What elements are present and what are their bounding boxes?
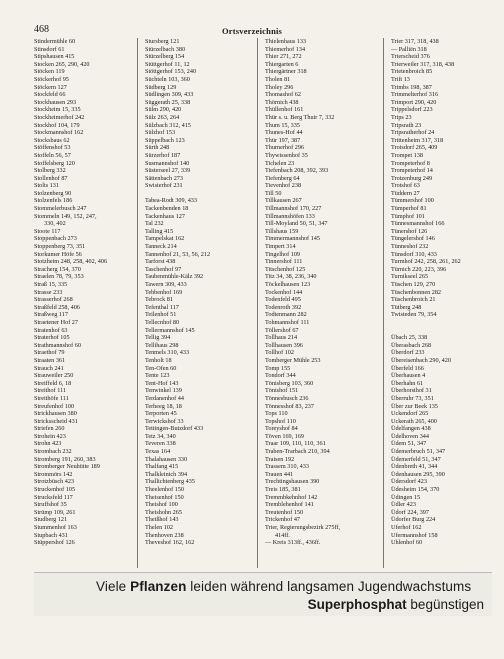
index-entry: Thenhoven 238 bbox=[145, 531, 184, 539]
index-entry: Stolts 131 bbox=[34, 182, 59, 190]
index-entry: Strommörs 142 bbox=[34, 470, 73, 478]
index-entry: Südlingen 309, 433 bbox=[145, 91, 194, 99]
index-entry: Stolzenberg 90 bbox=[34, 189, 72, 197]
index-entry: Tebbenhof 169 bbox=[145, 288, 183, 296]
index-entry: Sürth 248 bbox=[145, 144, 170, 152]
index-entry: Teveren 338 bbox=[145, 440, 176, 448]
index-entry: Stockhausen 293 bbox=[34, 98, 77, 106]
index-entry: Stursberg 121 bbox=[145, 38, 180, 45]
index-entry: Trierweiler 317, 318, 438 bbox=[391, 60, 455, 68]
index-entry: Thiergärtner 318 bbox=[265, 68, 307, 76]
index-entry: Susmannshof 140 bbox=[145, 159, 190, 167]
index-entry: Stöcken 119 bbox=[34, 68, 65, 76]
page-number: 468 bbox=[34, 24, 49, 35]
index-entry: Ufermannshof 158 bbox=[391, 531, 438, 539]
index-entry: Trierscheid 376 bbox=[391, 53, 430, 61]
ad-highlight: Superphosphat bbox=[307, 597, 407, 612]
index-entry: Trickenhof 47 bbox=[265, 516, 301, 524]
index-entry: Stoote 117 bbox=[34, 227, 61, 235]
index-entry: Theveshof 162, 162 bbox=[145, 539, 195, 547]
index-entry: Töven 169, 169 bbox=[265, 432, 305, 440]
index-entry: Strauweiler 250 bbox=[34, 372, 74, 380]
index-entry: Tholey 296 bbox=[265, 83, 294, 91]
index-entry: Tellermannshof 145 bbox=[145, 326, 195, 334]
index-entry: Stockheimerhof 242 bbox=[34, 113, 85, 121]
index-entry: Thunes-Hof 44 bbox=[265, 129, 303, 137]
index-entry: Tripsrath 23 bbox=[391, 121, 422, 129]
index-entry: Striefen 260 bbox=[34, 425, 65, 433]
index-column-3 bbox=[265, 38, 384, 568]
index-entry: Tal 232 bbox=[145, 220, 164, 228]
index-entry: Thiergarten 6 bbox=[265, 60, 299, 68]
index-entry: Streiffeld 6, 18 bbox=[34, 379, 72, 387]
index-entry: Strasse 233 bbox=[34, 288, 63, 296]
index-entry: Überasbach 268 bbox=[391, 341, 432, 349]
index-entry: Tripsratherhof 24 bbox=[391, 129, 435, 137]
index-column-2 bbox=[145, 38, 258, 568]
index-entry: Tütberg 248 bbox=[391, 303, 422, 311]
index-entry: Über zur Beek 135 bbox=[391, 402, 438, 410]
index-column-1 bbox=[34, 38, 138, 568]
index-entry: Trompeterhof 14 bbox=[391, 167, 433, 175]
index-entry: Überfeld 166 bbox=[391, 364, 424, 372]
index-entry: Tenholt 18 bbox=[145, 356, 172, 364]
index-entry: Todenroth 392 bbox=[265, 303, 302, 311]
index-entry: Topshof 110 bbox=[265, 417, 296, 425]
index-entry: Streufenhof 100 bbox=[34, 402, 75, 410]
index-entry: Trips 23 bbox=[391, 113, 412, 121]
index-entry: Süggerath 25, 338 bbox=[145, 98, 191, 106]
index-entry: Trompeterhof 8 bbox=[391, 159, 430, 167]
index-entry: Stöffenshof 53 bbox=[34, 144, 71, 152]
index-entry: Tünsdorf 310, 433 bbox=[391, 250, 437, 258]
index-entry: Thalahausen 330 bbox=[145, 455, 188, 463]
index-entry: Uferhof 162 bbox=[391, 524, 422, 531]
index-entry: Stockheim 15, 335 bbox=[34, 106, 81, 114]
index-entry: Uckerath 265, 400 bbox=[391, 417, 437, 425]
index-entry: Tönnesshof 83, 237 bbox=[265, 402, 314, 410]
index-entry: Thywissenhof 35 bbox=[265, 151, 308, 159]
index-entry: Üdemerfeld 51, 347 bbox=[391, 455, 441, 463]
index-entry: Tremblehenhof 141 bbox=[265, 501, 314, 509]
index-entry: Thier 271, 272 bbox=[265, 53, 302, 61]
index-entry: Stöckerhof 95 bbox=[34, 75, 69, 83]
index-entry: Üdorfer Burg 224 bbox=[391, 516, 436, 524]
index-entry: Stürzelbach 380 bbox=[145, 45, 186, 53]
index-entry: Titz 34, 38, 236, 340 bbox=[265, 273, 317, 281]
index-entry: Straßfeld 258, 406 bbox=[34, 303, 80, 311]
index-entry: Tievenhof 238 bbox=[265, 182, 302, 190]
index-entry: Stindermühle 60 bbox=[34, 38, 76, 45]
index-entry: Stocken 265, 290, 420 bbox=[34, 60, 90, 68]
index-entry: Üdorf 224, 397 bbox=[391, 508, 429, 516]
index-entry: Thür 197, 387 bbox=[265, 136, 301, 144]
index-entry: Terporten 45 bbox=[145, 410, 177, 418]
index-entry: Tenmels 310, 433 bbox=[145, 349, 190, 357]
index-entry: Trietenbroich 85 bbox=[391, 68, 433, 76]
index-entry: Tüschenbonnen 282 bbox=[391, 288, 442, 296]
index-entry: Straelen 78, 79, 353 bbox=[34, 273, 84, 281]
index-entry: Uckendorf 265 bbox=[391, 410, 429, 418]
index-entry: Töckelhausen 123 bbox=[265, 281, 311, 288]
index-entry: Tiefenberg 64 bbox=[265, 174, 300, 182]
index-entry: Tillshaus 159 bbox=[265, 227, 299, 235]
page-title: Ortsverzeichnis bbox=[221, 26, 283, 36]
index-entry: Sülzhof 153 bbox=[145, 129, 176, 137]
index-entry: Stotzheim 248, 258, 402, 406 bbox=[34, 258, 108, 266]
index-entry: Tünershof 126 bbox=[391, 227, 428, 235]
index-entry: Sülzbach 312, 415 bbox=[145, 121, 191, 129]
section-gap bbox=[391, 327, 495, 335]
index-entry: Stüttgerhof 11, 12 bbox=[145, 60, 190, 68]
index-entry: Strotzbüsch 423 bbox=[34, 478, 75, 486]
index-entry: Tremmbkehnhof 142 bbox=[265, 493, 318, 501]
index-entry: Trotzenburg 249 bbox=[391, 174, 433, 182]
index-entry: Übach 25, 338 bbox=[391, 334, 428, 342]
index-entry: Überhausen 4 bbox=[391, 372, 426, 380]
section-gap bbox=[391, 319, 495, 327]
index-entry: Thüllenhof 161 bbox=[265, 106, 304, 114]
index-entry: Tichelen 23 bbox=[265, 159, 295, 167]
index-entry: Stracherg 154, 370 bbox=[34, 265, 81, 273]
index-entry: Tannenhof 21, 53, 56, 212 bbox=[145, 250, 211, 258]
index-entry: Thörnich 438 bbox=[265, 98, 299, 106]
index-entry: Überdorf 233 bbox=[391, 349, 425, 357]
index-entry: Tondorf 344 bbox=[265, 372, 296, 380]
index-entry: Üdler 423 bbox=[391, 501, 416, 509]
index-entry: Tüngelershof 146 bbox=[391, 235, 435, 243]
index-entry: 414ff. bbox=[275, 531, 290, 539]
index-entry: Üdingen 15 bbox=[391, 493, 421, 501]
index-entry: Theißhof 143 bbox=[145, 516, 179, 524]
index-entry: Tent-Hof 143 bbox=[145, 379, 179, 387]
index-entry: Timmermannshof 145 bbox=[265, 235, 320, 243]
index-entry: Üdelfangen 438 bbox=[391, 425, 431, 433]
index-entry: Strümp 109, 261 bbox=[34, 508, 76, 516]
index-entry: Tohmannshof 111 bbox=[265, 318, 310, 326]
index-entry: Stummenhof 163 bbox=[34, 524, 77, 531]
index-entry: Trompet 138 bbox=[391, 151, 423, 159]
index-entry: Turmhof 242, 258, 261, 262 bbox=[391, 258, 461, 266]
index-entry: Thelen 102 bbox=[145, 524, 174, 531]
index-entry: Tüddern 27 bbox=[391, 189, 420, 197]
index-entry: Stoffeln 56, 57 bbox=[34, 151, 71, 159]
index-entry: Stollenhof 87 bbox=[34, 174, 68, 182]
index-entry: Strohn 423 bbox=[34, 440, 62, 448]
advertisement-banner bbox=[34, 572, 492, 617]
index-entry: Tillmannshöfen 133 bbox=[265, 212, 315, 220]
advertisement-line-2 bbox=[308, 597, 484, 612]
index-entry: Tillkausen 267 bbox=[265, 197, 302, 205]
advertisement-line-1 bbox=[96, 579, 471, 594]
index-columns bbox=[34, 38, 490, 568]
index-entry: Swisterhof 231 bbox=[145, 182, 183, 190]
index-entry: Strauch 241 bbox=[34, 364, 64, 372]
index-entry: Tönishof 151 bbox=[265, 387, 299, 395]
index-entry: Überhorsthof 31 bbox=[391, 387, 432, 395]
index-entry: — Kreis 313ff., 436ff. bbox=[265, 539, 321, 547]
index-entry: Terdanenhof 44 bbox=[145, 394, 184, 402]
index-entry: Tetz 34, 340 bbox=[145, 432, 176, 440]
index-entry: Straaten 361 bbox=[34, 356, 66, 364]
index-entry: Trift 13 bbox=[391, 75, 410, 83]
index-entry: Übereisenbach 290, 420 bbox=[391, 356, 451, 364]
index-entry: Üdenhausen 295, 390 bbox=[391, 470, 445, 478]
index-entry: Üdenbreth 41, 344 bbox=[391, 463, 438, 471]
index-entry: Thiemerhof 134 bbox=[265, 45, 306, 53]
index-entry: Thurnerhof 296 bbox=[265, 144, 305, 152]
index-entry: Trittenheim 317, 318 bbox=[391, 136, 444, 144]
index-entry: Strucksfeld 117 bbox=[34, 493, 73, 501]
index-entry: Trier, Regierungsbezirk 275ff, bbox=[265, 524, 341, 531]
index-entry: Tomp 155 bbox=[265, 364, 291, 372]
index-entry: Üdersdorf 423 bbox=[391, 478, 427, 486]
index-entry: Terheeg 18, 18 bbox=[145, 402, 182, 410]
index-entry: Traisen 192 bbox=[265, 455, 295, 463]
index-entry: Tops 110 bbox=[265, 410, 288, 418]
index-entry: Ten-Ofen 60 bbox=[145, 364, 177, 372]
index-entry: Tingelhof 109 bbox=[265, 250, 301, 258]
index-entry: Taubenmühle-Kälz 392 bbox=[145, 273, 204, 281]
index-entry: 330, 402 bbox=[44, 220, 66, 228]
index-entry: Tockenhof 144 bbox=[265, 288, 303, 296]
index-entry: Tönnesbusch 236 bbox=[265, 394, 309, 402]
page-bottom-margin bbox=[0, 616, 504, 659]
ad-text: Viele bbox=[96, 579, 131, 594]
index-entry: Theishof 100 bbox=[145, 501, 178, 509]
ad-text: begünstigen bbox=[406, 597, 484, 612]
index-entry: Tackenbenden 18 bbox=[145, 205, 189, 213]
index-entry: Tampelskat 162 bbox=[145, 235, 185, 243]
index-entry: Teilenhof 51 bbox=[145, 311, 177, 319]
index-entry: Trimmelterhof 316 bbox=[391, 91, 439, 99]
index-entry: Tellihaus 298 bbox=[145, 341, 179, 349]
index-entry: Trotshof 63 bbox=[391, 182, 420, 190]
index-entry: Südberg 129 bbox=[145, 83, 177, 91]
index-entry: Tanneck 214 bbox=[145, 243, 177, 251]
index-entry: Türnich 220, 223, 396 bbox=[391, 265, 447, 273]
index-entry: Straterhof 105 bbox=[34, 334, 70, 342]
index-entry: Studberg 121 bbox=[34, 516, 68, 524]
index-entry: Storkumer Höfe 56 bbox=[34, 250, 82, 258]
index-entry: Straethof 79 bbox=[34, 349, 65, 357]
index-entry: Überhahn 61 bbox=[391, 379, 424, 387]
index-entry: Tollhof 102 bbox=[265, 349, 294, 357]
index-entry: Strombach 232 bbox=[34, 448, 72, 456]
index-entry: Titschenhof 125 bbox=[265, 265, 306, 273]
index-entry: Till-Moyland 50, 51, 347 bbox=[265, 220, 328, 228]
index-entry: Straetener Hof 27 bbox=[34, 318, 78, 326]
index-entry: Strasserhof 268 bbox=[34, 296, 73, 304]
index-entry: Stratenhof 63 bbox=[34, 326, 68, 334]
index-entry: Terwickshof 33 bbox=[145, 417, 184, 425]
index-entry: Thielenhaus 133 bbox=[265, 38, 307, 45]
index-column-4 bbox=[391, 38, 495, 568]
index-entry: Tellecnhof 80 bbox=[145, 318, 180, 326]
index-entry: Tholen 81 bbox=[265, 75, 291, 83]
index-entry: Tönisberg 103, 360 bbox=[265, 379, 314, 387]
index-entry: Tellig 394 bbox=[145, 334, 171, 342]
index-entry: Todtenmann 282 bbox=[265, 311, 307, 319]
index-entry: Texas 164 bbox=[145, 448, 171, 456]
index-entry: Stöckern 127 bbox=[34, 83, 67, 91]
index-entry: Thalfang 415 bbox=[145, 463, 179, 471]
index-entry: Stoppenberg 73, 351 bbox=[34, 243, 86, 251]
index-entry: Talling 415 bbox=[145, 227, 174, 235]
index-entry: Traar 109, 110, 110, 361 bbox=[265, 440, 326, 448]
page-header bbox=[0, 0, 504, 36]
index-entry: Traben-Trarbach 210, 394 bbox=[265, 448, 330, 456]
index-entry: Tillmannshof 170, 227 bbox=[265, 205, 322, 213]
index-entry: Üdemerbruch 51, 347 bbox=[391, 448, 446, 456]
index-entry: Streithof 111 bbox=[34, 387, 67, 395]
index-entry: Stromberger Neuhütte 189 bbox=[34, 463, 100, 471]
index-entry: Tünnesmannshof 166 bbox=[391, 220, 445, 228]
index-entry: Theishohn 265 bbox=[145, 508, 182, 516]
index-entry: Uhlenhof 60 bbox=[391, 539, 423, 547]
index-entry: Thomashof 62 bbox=[265, 91, 301, 99]
index-entry: Süppelbach 123 bbox=[145, 136, 185, 144]
index-entry: Trassem 310, 433 bbox=[265, 463, 309, 471]
index-entry: Tente 123 bbox=[145, 372, 170, 380]
index-entry: Tüschenbroich 21 bbox=[391, 296, 436, 304]
index-entry: Straßweg 117 bbox=[34, 311, 68, 319]
index-entry: Treutenhof 150 bbox=[265, 508, 304, 516]
index-entry: Stupbach 431 bbox=[34, 531, 68, 539]
index-entry: Tinnershof 111 bbox=[265, 258, 303, 266]
index-entry: Stockhof 104, 179 bbox=[34, 121, 80, 129]
index-entry: Stüppershof 126 bbox=[34, 539, 75, 547]
index-entry: — Palliën 318 bbox=[391, 45, 427, 53]
index-entry: Twisteden 79, 354 bbox=[391, 311, 437, 319]
index-entry: Trechtingshausen 390 bbox=[265, 478, 320, 486]
index-entry: Süchteln 103, 360 bbox=[145, 75, 190, 83]
index-entry: Tackenhaus 127 bbox=[145, 212, 185, 220]
index-entry: Stocksbaus 62 bbox=[34, 136, 70, 144]
index-entry: Straß 15, 335 bbox=[34, 281, 68, 288]
index-entry: Tüschen 129, 270 bbox=[391, 281, 436, 288]
index-entry: Thür s. u. Berg Thuir 7, 332 bbox=[265, 113, 335, 121]
index-entry: Tollhausen 396 bbox=[265, 341, 303, 349]
index-entry: Tettingen-Butzdorf 433 bbox=[145, 425, 204, 433]
index-entry: Trier 317, 318, 438 bbox=[391, 38, 439, 45]
index-entry: Treis 185, 381 bbox=[265, 486, 301, 494]
index-entry: Üdesheim 154, 370 bbox=[391, 486, 440, 494]
index-entry: Stommelerbusch 247 bbox=[34, 205, 87, 213]
index-entry: Sülz 263, 264 bbox=[145, 113, 180, 121]
index-entry: Stolberg 332 bbox=[34, 167, 66, 175]
index-entry: Strickhausen 380 bbox=[34, 410, 77, 418]
ad-text: leiden während langsamen Jugendwachstums bbox=[186, 579, 472, 594]
index-entry: Taschenhof 97 bbox=[145, 265, 182, 273]
index-entry: Strohein 423 bbox=[34, 432, 66, 440]
index-entry: Stürzelberg 154 bbox=[145, 53, 185, 61]
index-entry: Trauen 441 bbox=[265, 470, 294, 478]
index-entry: Tefenthal 117 bbox=[145, 303, 179, 311]
index-entry: Tiefenbach 208, 392, 393 bbox=[265, 167, 329, 175]
index-entry: Stockmannshof 162 bbox=[34, 129, 84, 137]
index-entry: Tenwinkel 139 bbox=[145, 387, 182, 395]
index-entry: Sürzerhof 187 bbox=[145, 151, 181, 159]
index-entry: Tümperhof 81 bbox=[391, 205, 427, 213]
index-entry: Überruhr 73, 351 bbox=[391, 394, 434, 402]
index-entry: Tümmershof 100 bbox=[391, 197, 434, 205]
ad-highlight: Pflanzen bbox=[130, 579, 187, 594]
index-entry: Struckenhof 105 bbox=[34, 486, 76, 494]
index-entry: Till 50 bbox=[265, 189, 282, 197]
index-entry: Theelenhof 150 bbox=[145, 486, 185, 494]
index-entry: Sülm 290, 420 bbox=[145, 106, 182, 114]
index-entry: Trimbs 198, 387 bbox=[391, 83, 432, 91]
index-entry: Streithöfe 111 bbox=[34, 394, 69, 402]
index-entry: Stolzenfels 186 bbox=[34, 197, 73, 205]
index-entry: Tollhaus 214 bbox=[265, 334, 298, 342]
index-entry: Timpert 314 bbox=[265, 243, 296, 251]
index-entry: Tebrock 81 bbox=[145, 296, 173, 304]
index-entry: Todenfeld 495 bbox=[265, 296, 301, 304]
index-entry: Stipshausen 415 bbox=[34, 53, 75, 61]
section-gap bbox=[145, 190, 257, 198]
index-entry: Thalkleinich 394 bbox=[145, 470, 188, 478]
index-entry: Tawern 309, 433 bbox=[145, 281, 187, 288]
index-entry: Trimport 290, 420 bbox=[391, 98, 437, 106]
index-entry: Stricksscheid 431 bbox=[34, 417, 78, 425]
index-entry: Turnikseel 265 bbox=[391, 273, 429, 281]
index-entry: Sättenbach 273 bbox=[145, 174, 183, 182]
index-entry: Toreyshof 84 bbox=[265, 425, 298, 433]
index-entry: Struffshof 35 bbox=[34, 501, 67, 509]
index-entry: Stommeln 149, 152, 247, bbox=[34, 212, 97, 220]
index-entry: Tünneshof 232 bbox=[391, 243, 429, 251]
index-entry: Stoppenbach 273 bbox=[34, 235, 77, 243]
index-entry: Trippelsdorf 223 bbox=[391, 106, 433, 114]
index-entry: Thum 15, 335 bbox=[265, 121, 300, 129]
index-entry: Thallichtenberg 435 bbox=[145, 478, 195, 486]
index-entry: Stinsdorf 61 bbox=[34, 45, 65, 53]
index-entry: Töllershof 67 bbox=[265, 326, 299, 334]
index-entry: Stromberg 191, 260, 383 bbox=[34, 455, 96, 463]
index-entry: Tomberger Mühle 253 bbox=[265, 356, 321, 364]
index-entry: Theisenhof 150 bbox=[145, 493, 184, 501]
index-entry: Süsterseel 27, 339 bbox=[145, 167, 191, 175]
index-entry: Stockfeld 66 bbox=[34, 91, 66, 99]
index-entry: Üdelhoven 344 bbox=[391, 432, 429, 440]
index-entry: Üdem 51, 347 bbox=[391, 440, 427, 448]
index-entry: Tabea-Rodt 309, 433 bbox=[145, 197, 197, 205]
index-entry: Tarforst 438 bbox=[145, 258, 176, 266]
index-entry: Stoffelsberg 120 bbox=[34, 159, 75, 167]
index-entry: Stöttgerhof 153, 240 bbox=[145, 68, 197, 76]
index-entry: Troisdorf 265, 409 bbox=[391, 144, 438, 152]
index-entry: Tümphof 101 bbox=[391, 212, 425, 220]
index-entry: Strathmannshof 60 bbox=[34, 341, 81, 349]
